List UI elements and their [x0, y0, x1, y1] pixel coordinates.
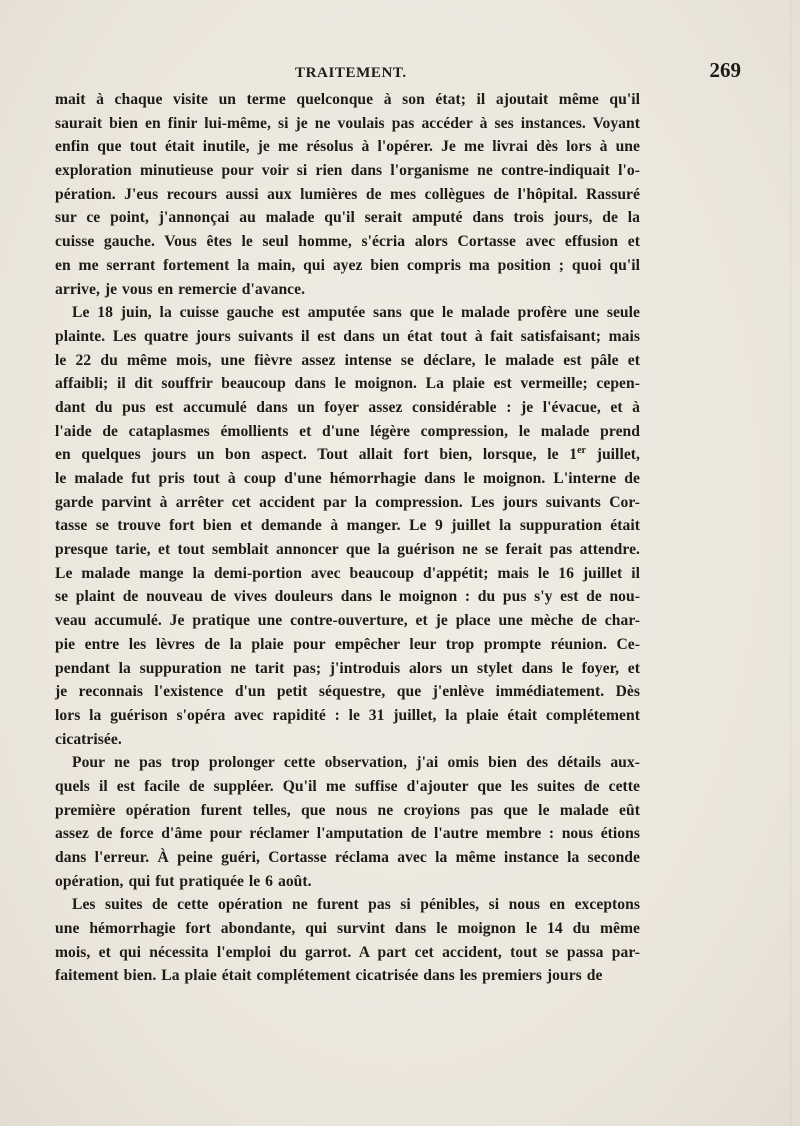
text-line: l'aide de cataplasmes émollients et d'une légère compression, le malade prend	[55, 422, 640, 440]
text-line: faitement bien. La plaie était complétement cicatrisée dans les premiers jours de	[55, 967, 603, 985]
page-edge-shadow	[790, 0, 792, 1126]
text-line: enfin que tout était inutile, je me résolus à l'opérer. Je me livrai dès lors à une	[55, 138, 640, 156]
text-line: en me serrant fortement la main, qui ayez bien compris ma position ; quoi qu'il	[55, 256, 640, 274]
text-line: garde parvint à arrêter cet accident par la compression. Les jours suivants Cor-	[55, 493, 640, 511]
text-line: mait à chaque visite un terme quelconque à son état; il ajoutait même qu'il	[55, 91, 640, 108]
paragraph	[55, 893, 640, 988]
text-line: je reconnais l'existence d'un petit séquestre, que j'enlève immédiatement. Dès	[55, 683, 640, 701]
body-text	[55, 88, 640, 988]
paragraph	[55, 751, 640, 893]
text-line: dans l'erreur. À peine guéri, Cortasse réclama avec la même instance la seconde	[55, 849, 640, 866]
text-line: opération, qui fut pratiquée le 6 août.	[55, 872, 312, 890]
text-line: Les suites de cette opération ne furent pas si pénibles, si nous en exceptons	[72, 896, 640, 914]
text-line: exploration minutieuse pour voir si rien dans l'organisme ne contre-indiquait l'o-	[55, 162, 640, 180]
text-line: arrive, je vous en remercie d'avance.	[55, 280, 306, 298]
text-line: saurait bien en finir lui-même, si je ne voulais pas accéder à ses instances. Voyant	[55, 114, 640, 132]
page-number: 269	[709, 58, 741, 82]
text-line: en quelques jours un bon aspect. Tout allait fort bien, lorsque, le 1er juillet,	[55, 445, 640, 464]
text-line: pendant la suppuration ne tarit pas; j'introduis alors un stylet dans le foyer, et	[55, 659, 640, 677]
paragraph	[55, 301, 640, 751]
text-line: lors la guérison s'opéra avec rapidité : le 31 juillet, la plaie était complétement	[55, 706, 640, 724]
text-line: veau accumulé. Je pratique une contre-ouverture, et je place une mèche de char-	[55, 612, 640, 630]
text-line: le malade fut pris tout à coup d'une hémorrhagie dans le moignon. L'interne de	[55, 470, 640, 487]
text-line: pération. J'eus recours aussi aux lumières de mes collègues de l'hôpital. Rassuré	[55, 185, 640, 203]
text-line: sur ce point, j'annonçai au malade qu'il serait amputé dans trois jours, de la	[55, 209, 640, 227]
text-line: mois, et qui nécessita l'emploi du garrot. A part cet accident, tout se passa par-	[55, 943, 640, 961]
text-line: cicatrisée.	[55, 730, 122, 748]
running-head: TRAITEMENT.	[295, 65, 407, 81]
text-line: Pour ne pas trop prolonger cette observation, j'ai omis bien des détails aux-	[72, 754, 640, 772]
text-line: Le 18 juin, la cuisse gauche est amputée sans que le malade profère une seule	[72, 304, 640, 322]
text-line: Le malade mange la demi-portion avec beaucoup d'appétit; mais le 16 juillet il	[55, 564, 640, 582]
text-line: dant du pus est accumulé dans un foyer assez considérable : je l'évacue, et à	[55, 398, 640, 416]
text-line: plainte. Les quatre jours suivants il est dans un état tout à fait satisfaisant; mais	[55, 327, 640, 345]
text-line: tasse se trouve fort bien et demande à manger. Le 9 juillet la suppuration était	[55, 517, 640, 535]
text-line: pie entre les lèvres de la plaie pour empêcher leur trop prompte réunion. Ce-	[55, 635, 640, 653]
text-line: une hémorrhagie fort abondante, qui survint dans le moignon le 14 du même	[55, 920, 640, 938]
paragraph	[55, 88, 640, 301]
page-header	[55, 58, 745, 88]
text-line: cuisse gauche. Vous êtes le seul homme, s'écria alors Cortasse avec effusion et	[55, 233, 640, 251]
text-line: première opération furent telles, que nous ne croyions pas que le malade eût	[55, 801, 640, 819]
text-line: se plaint de nouveau de vives douleurs dans le moignon : du pus s'y est de nou-	[55, 588, 640, 606]
text-line: quels il est facile de suppléer. Qu'il me suffise d'ajouter que les suites de cette	[55, 777, 640, 795]
text-line: presque tarie, et tout semblait annoncer que la guérison ne se ferait pas attendre.	[55, 541, 640, 559]
text-line: assez de force d'âme pour réclamer l'amputation de l'autre membre : nous étions	[55, 825, 640, 843]
text-line: le 22 du même mois, une fièvre assez intense se déclare, le malade est pâle et	[55, 351, 640, 369]
text-line: affaibli; il dit souffrir beaucoup dans le moignon. La plaie est vermeille; cepen-	[55, 375, 640, 393]
